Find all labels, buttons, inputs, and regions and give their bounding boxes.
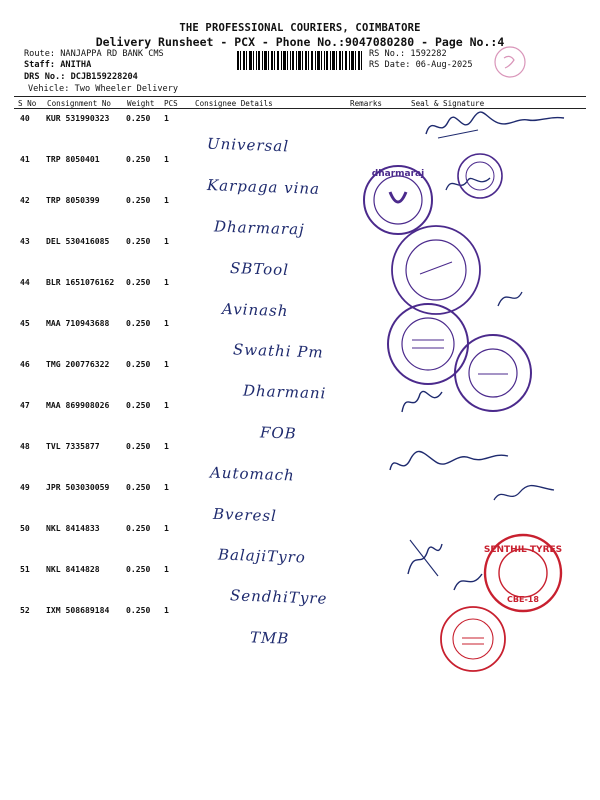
cell-pcs: 1 — [164, 236, 169, 246]
cell-sno: 50 — [20, 523, 30, 533]
runsheet-title: Delivery Runsheet - PCX - Phone No.:9047080280 - Page No.:4 — [95, 35, 505, 49]
handwritten-consignee: Automach — [209, 463, 296, 485]
cell-pcs: 1 — [164, 318, 169, 328]
cell-weight: 0.250 — [126, 441, 151, 451]
signature-scribble — [384, 446, 514, 482]
cell-pcs: 1 — [164, 564, 169, 574]
cell-pcs: 1 — [164, 482, 169, 492]
cell-weight: 0.250 — [126, 277, 151, 287]
cell-consignment: BLR 1651076162 — [46, 277, 115, 287]
cell-consignment: TRP 8050401 — [46, 154, 100, 164]
cell-pcs: 1 — [164, 154, 169, 164]
col-weight: Weight — [127, 99, 155, 108]
stamp-sublabel: CBE-18 — [507, 595, 539, 604]
handwritten-consignee: SBTool — [229, 258, 290, 280]
company-seal-stamp — [450, 330, 536, 416]
route-line — [24, 49, 164, 60]
company-name: THE PROFESSIONAL COURIERS, COIMBATORE — [179, 22, 421, 34]
handwritten-consignee: Dharmaraj — [213, 217, 306, 239]
cell-weight: 0.250 — [126, 318, 151, 328]
table-row — [0, 195, 600, 215]
cell-sno: 52 — [20, 605, 30, 615]
company-seal-stamp — [454, 150, 506, 202]
staff-label: Staff: — [24, 60, 56, 70]
cell-sno: 44 — [20, 277, 30, 287]
vehicle-label: Vehicle: — [28, 84, 70, 94]
cell-consignment: MAA 869908026 — [46, 400, 110, 410]
handwritten-consignee: SendhiTyre — [229, 586, 328, 608]
barcode — [237, 51, 362, 70]
col-sno: S No — [18, 99, 37, 108]
cell-weight: 0.250 — [126, 400, 151, 410]
cell-sno: 40 — [20, 113, 30, 123]
cell-weight: 0.250 — [126, 359, 151, 369]
handwritten-consignee: BalajiTyro — [217, 545, 307, 567]
handwritten-consignee: Swathi Pm — [232, 340, 324, 362]
table-row — [0, 236, 600, 256]
cell-consignment: DEL 530416085 — [46, 236, 110, 246]
cell-sno: 51 — [20, 564, 30, 574]
cell-consignment: JPR 503030059 — [46, 482, 110, 492]
cell-pcs: 1 — [164, 277, 169, 287]
cell-weight: 0.250 — [126, 482, 151, 492]
drs-line — [24, 72, 138, 83]
cell-pcs: 1 — [164, 605, 169, 615]
handwritten-consignee: Bveresl — [212, 504, 278, 526]
cell-weight: 0.250 — [126, 195, 151, 205]
cell-consignment: KUR 531990323 — [46, 113, 110, 123]
staff-line — [24, 60, 91, 71]
staff-value: ANITHA — [60, 60, 92, 70]
cell-pcs: 1 — [164, 441, 169, 451]
route-value: NANJAPPA RD BANK CMS — [60, 49, 164, 59]
cell-pcs: 1 — [164, 400, 169, 410]
signature-scribble — [398, 530, 448, 582]
col-remarks: Remarks — [350, 99, 383, 108]
col-consignment: Consignment No — [47, 99, 112, 108]
handwritten-consignee: Universal — [206, 134, 290, 156]
stamp-label: dharmaraj — [371, 169, 425, 179]
signature-scribble — [492, 282, 532, 312]
cell-weight: 0.250 — [126, 564, 151, 574]
cell-consignment: NKL 8414828 — [46, 564, 100, 574]
handwritten-consignee: TMB — [249, 628, 290, 648]
table-row — [0, 154, 600, 174]
cell-sno: 45 — [20, 318, 30, 328]
vehicle-line — [28, 84, 178, 95]
cell-consignment: NKL 8414833 — [46, 523, 100, 533]
col-consignee: Consignee Details — [195, 99, 273, 108]
cell-sno: 48 — [20, 441, 30, 451]
cell-sno: 43 — [20, 236, 30, 246]
cell-pcs: 1 — [164, 359, 169, 369]
cell-consignment: TMG 200776322 — [46, 359, 110, 369]
rs-no-line — [369, 49, 447, 60]
signature-scribble — [490, 482, 560, 508]
signature-scribble — [418, 108, 568, 144]
rs-date-value: 06-Aug-2025 — [415, 60, 473, 70]
route-label: Route: — [24, 49, 56, 59]
rs-date-line — [369, 60, 473, 71]
cell-weight: 0.250 — [126, 113, 151, 123]
rs-date-label: RS Date: — [369, 60, 411, 70]
rs-no-value: 1592282 — [410, 49, 447, 59]
cell-sno: 47 — [20, 400, 30, 410]
cell-weight: 0.250 — [126, 154, 151, 164]
corner-stamp-mark — [492, 44, 528, 80]
header-top-rule — [14, 96, 586, 97]
cell-consignment: IXM 508689184 — [46, 605, 110, 615]
col-seal-signature: Seal & Signature — [411, 99, 485, 108]
cell-sno: 41 — [20, 154, 30, 164]
cell-consignment: TRP 8050399 — [46, 195, 100, 205]
cell-weight: 0.250 — [126, 605, 151, 615]
company-seal-stamp — [436, 602, 510, 676]
handwritten-consignee: Dharmani — [242, 381, 327, 403]
drs-label: DRS No.: — [24, 72, 66, 82]
cell-consignment: TVL 7335877 — [46, 441, 100, 451]
cell-pcs: 1 — [164, 113, 169, 123]
handwritten-consignee: Karpaga vina — [206, 176, 321, 198]
cell-sno: 46 — [20, 359, 30, 369]
cell-sno: 42 — [20, 195, 30, 205]
col-pcs: PCS — [164, 99, 178, 108]
vehicle-value: Two Wheeler Delivery — [74, 84, 179, 94]
cell-sno: 49 — [20, 482, 30, 492]
cell-pcs: 1 — [164, 195, 169, 205]
cell-pcs: 1 — [164, 523, 169, 533]
handwritten-consignee: FOB — [259, 423, 298, 443]
cell-weight: 0.250 — [126, 236, 151, 246]
handwritten-consignee: Avinash — [221, 299, 289, 321]
drs-value: DCJB159228204 — [70, 72, 138, 82]
stamp-label: SENTHIL TYRES — [483, 545, 563, 555]
cell-weight: 0.250 — [126, 523, 151, 533]
rs-no-label: RS No.: — [369, 49, 406, 59]
cell-consignment: MAA 710943688 — [46, 318, 110, 328]
